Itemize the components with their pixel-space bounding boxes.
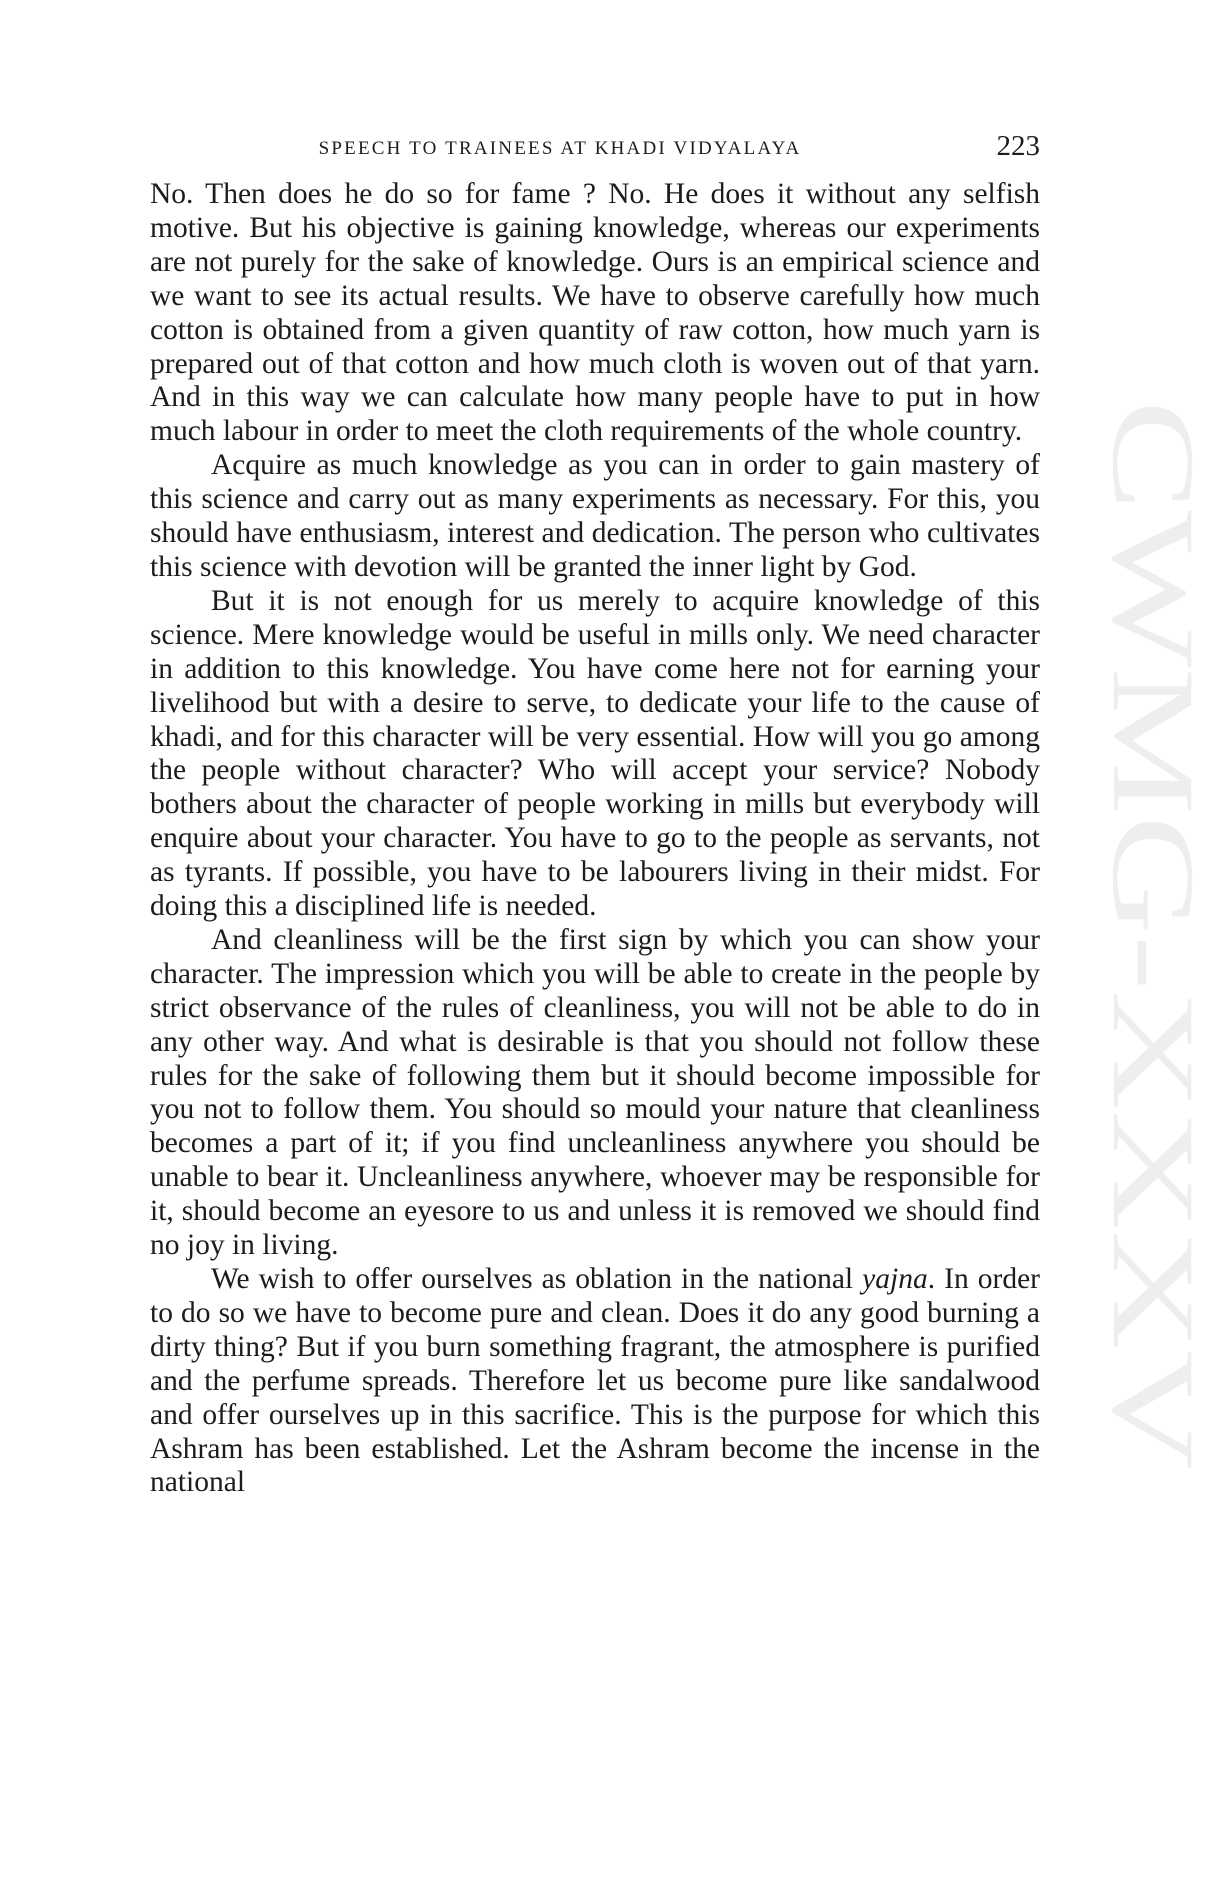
watermark-text: CWMG-XXXV xyxy=(1088,400,1219,1161)
italic-term: yajna xyxy=(862,1263,928,1295)
paragraph-2: Acquire as much knowledge as you can in order to gain mastery of this science and carry out as many experiments as necessary. For this, you should have enthusiasm, interest and dedication. The person who cultivates this science with devotion will be granted the inner light by God. xyxy=(150,449,1040,583)
paragraph-1: No. Then does he do so for fame ? No. He does it without any selfish motive. But his objective is gaining knowledge, whereas our experiments are not purely for the sake of knowledge. Ours is an empirical science and we want to see its actual results. We have to observe carefully how much cotton is obtained from a given quantity of raw cotton, how much yarn is prepared out of that cotton and how much cloth is woven out of that yarn. And in this way we can calculate how many people have to put in how much labour in order to meet the cloth requirements of the whole country. xyxy=(150,178,1040,448)
watermark xyxy=(1044,400,1219,1480)
running-head: SPEECH TO TRAINEES AT KHADI VIDYALAYA xyxy=(318,138,802,159)
page-number: 223 xyxy=(996,130,1040,162)
paragraph-5-end: . In order to do so we have to become pure and clean. Does it do any good burning a dirty thing? But if you burn something fragrant, the atmosphere is purified and the perfume spreads. Therefore let us become pure like sandalwood and offer ourselves up in this sacrifice. This is the purpose for which this Ashram has been established. Let the Ashram become the incense in the national xyxy=(150,1263,1040,1499)
body-text xyxy=(150,178,1040,1500)
paragraph-5 xyxy=(150,1263,1040,1500)
paragraph-4: And cleanliness will be the first sign by which you can show your character. The impression which you will be able to create in the people by strict observance of the rules of cleanliness, you will not be able to do in any other way. And what is desirable is that you should not follow these rules for the sake of following them but it should become impossible for you not to follow them. You should so mould your nature that cleanliness becomes a part of it; if you find uncleanliness anywhere you should be unable to bear it. Uncleanliness anywhere, whoever may be responsible for it, should become an eyesore to us and unless it is removed we should find no joy in living. xyxy=(150,923,1040,1262)
page-header xyxy=(150,130,1040,166)
paragraph-5-start: We wish to offer ourselves as oblation in the national xyxy=(211,1263,863,1295)
paragraph-3: But it is not enough for us merely to acquire knowledge of this science. Mere knowledge would be useful in mills only. We need character in addition to this knowledge. You have come here not for earning your livelihood but with a desire to serve, to dedicate your life to the cause of khadi, and for this character will be very essential. How will you go among the people without character? Who will accept your service? Nobody bothers about the character of people working in mills but everybody will enquire about your character. You have to go to the people as servants, not as tyrants. If possible, you have to be labourers living in their midst. For doing this a disciplined life is needed. xyxy=(150,584,1040,923)
